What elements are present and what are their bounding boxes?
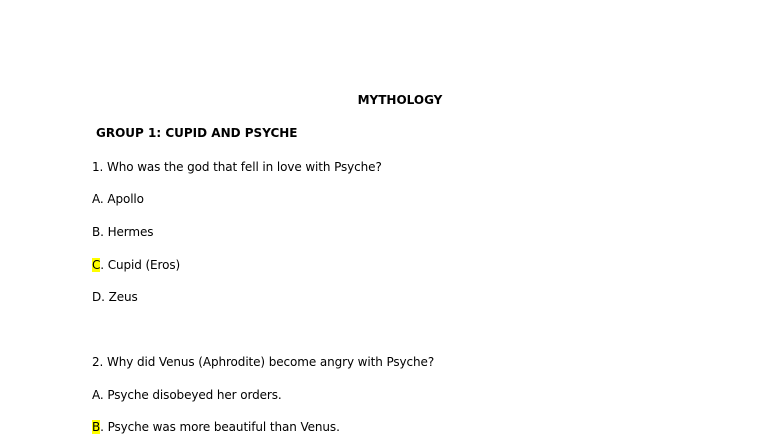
option-text: . Cupid (Eros) bbox=[100, 258, 181, 272]
question-1-option-b bbox=[92, 224, 153, 240]
question-1-option-c bbox=[92, 257, 180, 273]
option-text: . Hermes bbox=[100, 225, 154, 239]
question-2-prompt: 2. Why did Venus (Aphrodite) become angry with Psyche? bbox=[92, 355, 435, 369]
question-1-option-d bbox=[92, 289, 138, 305]
option-text: . Psyche was more beautiful than Venus. bbox=[100, 420, 340, 434]
document-title bbox=[0, 92, 784, 108]
group-title: GROUP 1: CUPID AND PSYCHE bbox=[96, 126, 298, 140]
question-1-prompt: 1. Who was the god that fell in love with Psyche? bbox=[92, 160, 382, 174]
question-2-option-a bbox=[92, 387, 282, 403]
option-letter: A bbox=[92, 388, 100, 402]
document-title-text: MYTHOLOGY bbox=[357, 93, 443, 107]
question-1-option-a bbox=[92, 191, 144, 207]
highlighted-option-letter: C bbox=[92, 258, 101, 272]
question-2-option-b bbox=[92, 419, 340, 435]
option-text: . Apollo bbox=[99, 192, 144, 206]
option-text: . Zeus bbox=[101, 290, 138, 304]
option-letter: A bbox=[92, 192, 100, 206]
highlighted-option-letter: B bbox=[92, 420, 101, 434]
option-text: . Psyche disobeyed her orders. bbox=[99, 388, 282, 402]
option-letter: B bbox=[92, 225, 101, 239]
option-letter: D bbox=[92, 290, 102, 304]
